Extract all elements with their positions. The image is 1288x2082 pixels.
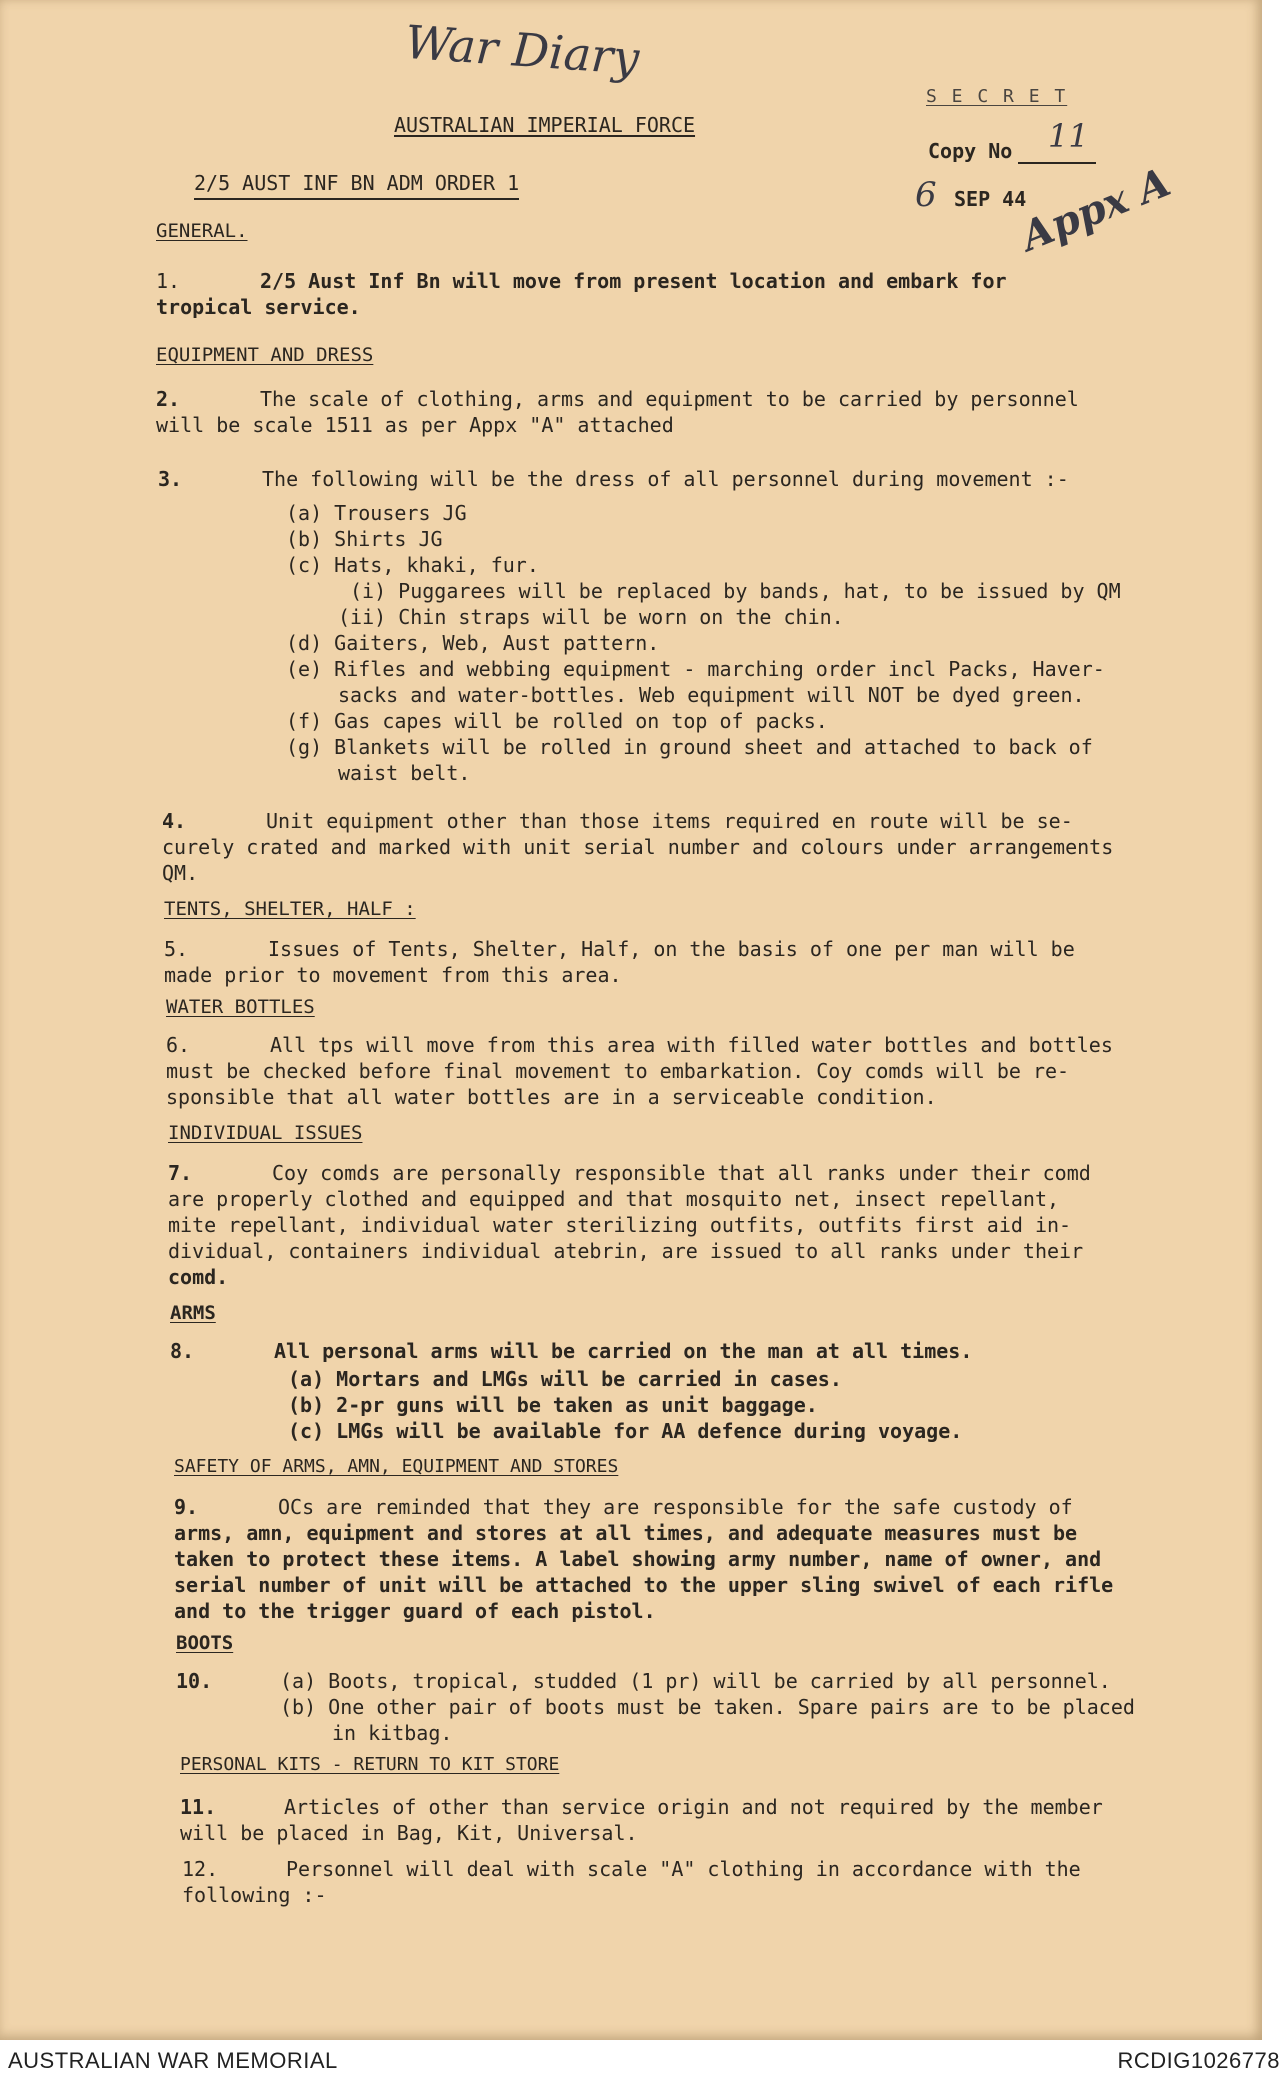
footer-reference: RCDIG1026778 (1117, 2048, 1280, 2073)
para-number: 7. (168, 1161, 193, 1185)
section-equipment-and-dress: EQUIPMENT AND DRESS (156, 344, 374, 366)
para-number: 5. (164, 937, 189, 961)
para-6 (166, 1032, 1113, 1110)
para-number: 4. (162, 809, 187, 833)
para-number: 8. (170, 1339, 195, 1363)
handwritten-appx: Appx A (1014, 158, 1177, 261)
dress-item-g-cont: waist belt. (338, 761, 471, 785)
para-text: (a) Boots, tropical, studded (1 pr) will be carried by all personnel. (280, 1669, 1111, 1693)
para-7 (168, 1160, 1091, 1290)
section-safety: SAFETY OF ARMS, AMN, EQUIPMENT AND STORES (174, 1456, 619, 1477)
arms-item-a: (a) Mortars and LMGs will be carried in cases. (288, 1367, 842, 1391)
para-9 (174, 1494, 1113, 1624)
footer-source: AUSTRALIAN WAR MEMORIAL (8, 2048, 338, 2073)
para-number: 2. (156, 387, 181, 411)
order-number: 2/5 AUST INF BN ADM ORDER 1 (194, 170, 519, 200)
para-text: will be scale 1511 as per Appx "A" attached (156, 413, 674, 437)
para-text: and to the trigger guard of each pistol. (174, 1599, 656, 1623)
dress-item-c-ii: (ii) Chin straps will be worn on the chin. (338, 605, 844, 629)
para-11 (180, 1794, 1103, 1846)
para-text: OCs are reminded that they are responsible for the safe custody of (278, 1495, 1073, 1519)
para-text: are properly clothed and equipped and that mosquito net, insect repellant, (168, 1187, 1060, 1211)
para-text: Personnel will deal with scale "A" clothing in accordance with the (286, 1857, 1081, 1881)
para-text: All personal arms will be carried on the man at all times. (274, 1339, 973, 1363)
dress-item-e: (e) Rifles and webbing equipment - marching order incl Packs, Haver- (286, 657, 1105, 681)
para-text: The scale of clothing, arms and equipment to be carried by personnel (260, 387, 1079, 411)
para-text: sponsible that all water bottles are in a serviceable condition. (166, 1085, 937, 1109)
para-text: following :- (182, 1883, 327, 1907)
para-number: 12. (182, 1857, 219, 1881)
section-individual-issues: INDIVIDUAL ISSUES (168, 1122, 363, 1144)
arms-list (288, 1366, 962, 1444)
para-text: tropical service. (156, 295, 361, 319)
para-text: All tps will move from this area with filled water bottles and bottles (270, 1033, 1113, 1057)
handwritten-war-diary: War Diary (403, 14, 641, 86)
para-number: 11. (180, 1795, 217, 1819)
dress-item-c: (c) Hats, khaki, fur. (286, 553, 539, 577)
para-number: 10. (176, 1669, 213, 1693)
para-text: dividual, containers individual atebrin, are issued to all ranks under their (168, 1239, 1084, 1263)
para-5 (164, 936, 1075, 988)
dress-item-a: (a) Trousers JG (286, 501, 467, 525)
para-text: must be checked before final movement to embarkation. Coy comds will be re- (166, 1059, 1070, 1083)
para-text: (b) One other pair of boots must be taken. Spare pairs are to be placed (280, 1695, 1135, 1719)
para-12 (182, 1856, 1081, 1908)
handwritten-day: 6 (915, 175, 937, 215)
para-text: serial number of unit will be attached to the upper sling swivel of each rifle (174, 1573, 1114, 1597)
dress-item-c-i: (i) Puggarees will be replaced by bands, hat, to be issued by QM (350, 579, 1121, 603)
dress-item-d: (d) Gaiters, Web, Aust pattern. (286, 631, 660, 655)
para-number: 1. (156, 269, 181, 293)
para-text: 2/5 Aust Inf Bn will move from present location and embark for (260, 269, 1007, 293)
para-text: The following will be the dress of all personnel during movement :- (262, 467, 1069, 491)
para-text: mite repellant, individual water sterilizing outfits, outfits first aid in- (168, 1213, 1072, 1237)
copy-number-line (1018, 144, 1096, 164)
para-text: comd. (168, 1265, 229, 1289)
para-text: Articles of other than service origin and not required by the member (284, 1795, 1103, 1819)
section-water-bottles: WATER BOTTLES (166, 996, 315, 1018)
para-text: Issues of Tents, Shelter, Half, on the basis of one per man will be (268, 937, 1075, 961)
dress-item-f: (f) Gas capes will be rolled on top of packs. (286, 709, 828, 733)
para-number: 9. (174, 1495, 199, 1519)
dress-item-e-cont: sacks and water-bottles. Web equipment will NOT be dyed green. (338, 683, 1085, 707)
section-boots: BOOTS (176, 1632, 234, 1654)
para-3 (158, 466, 1069, 492)
para-text: QM. (162, 861, 199, 885)
copy-label-text: Copy No (928, 139, 1013, 163)
copy-label (928, 138, 1096, 164)
para-8 (170, 1338, 972, 1364)
section-arms: ARMS (170, 1302, 216, 1324)
section-personal-kits: PERSONAL KITS - RETURN TO KIT STORE (180, 1754, 560, 1775)
handwritten-copy-number: 11 (1048, 117, 1089, 155)
dress-item-b: (b) Shirts JG (286, 527, 443, 551)
para-2 (156, 386, 1079, 438)
document-title: AUSTRALIAN IMPERIAL FORCE (394, 113, 696, 137)
section-tents: TENTS, SHELTER, HALF : (164, 898, 416, 920)
order-date: SEP 44 (954, 187, 1027, 211)
arms-item-c: (c) LMGs will be available for AA defence during voyage. (288, 1419, 963, 1443)
para-text: will be placed in Bag, Kit, Universal. (180, 1821, 638, 1845)
para-text: Coy comds are personally responsible that all ranks under their comd (272, 1161, 1091, 1185)
para-text: in kitbag. (332, 1721, 453, 1745)
para-4 (162, 808, 1113, 886)
para-text: taken to protect these items. A label showing army number, name of owner, and (174, 1547, 1102, 1571)
para-text: arms, amn, equipment and stores at all times, and adequate measures must be (174, 1521, 1078, 1545)
para-1 (156, 268, 1007, 320)
arms-item-b: (b) 2-pr guns will be taken as unit baggage. (288, 1393, 818, 1417)
para-text: Unit equipment other than those items required en route will be se- (266, 809, 1073, 833)
para-10 (176, 1668, 1135, 1746)
dress-list (286, 500, 1121, 786)
para-text: curely crated and marked with unit serial number and colours under arrangements (162, 835, 1114, 859)
secret-marking: S E C R E T (926, 86, 1068, 107)
para-text: made prior to movement from this area. (164, 963, 622, 987)
section-general: GENERAL. (156, 220, 248, 242)
para-number: 3. (158, 467, 183, 491)
dress-item-g: (g) Blankets will be rolled in ground sheet and attached to back of (286, 735, 1093, 759)
para-number: 6. (166, 1033, 191, 1057)
